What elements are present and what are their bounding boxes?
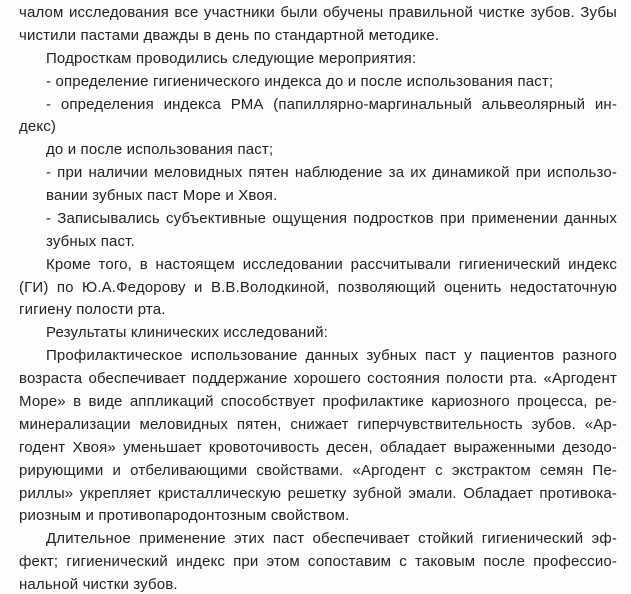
text-line: чистили пастами дважды в день по стандартной методике. bbox=[19, 26, 440, 44]
text-line: зубных паст. bbox=[46, 232, 135, 250]
section-heading: Результаты клинических исследований: bbox=[46, 324, 328, 342]
text-line: декс) bbox=[19, 118, 57, 136]
text-line: Профилактическое использование данных зубных паст у пациентов разного bbox=[46, 347, 617, 365]
text-line: - определение гигиенического индекса до и после использования паст; bbox=[46, 72, 554, 90]
text-line: Длительное применение этих паст обеспечивает стойкий гигиенический эф- bbox=[46, 530, 617, 548]
text-line: вании зубных паст Море и Хвоя. bbox=[46, 187, 278, 204]
text-line: Море» в виде аппликаций способствует профилактике кариозного процесса, ре- bbox=[19, 393, 617, 410]
text-line: гигиену полости рта. bbox=[19, 301, 166, 319]
text-line: возраста обеспечивает поддержание хорошего состояния полости рта. «Аргодент bbox=[19, 370, 617, 388]
text-line: (ГИ) по Ю.А.Федорову и В.В.Володкиной, позволяющий оценить недостаточную bbox=[19, 278, 617, 296]
text-line: до и после использования паст; bbox=[46, 141, 274, 159]
text-line: Подросткам проводились следующие мероприятия: bbox=[46, 49, 417, 67]
text-line: фект; гигиенический индекс при этом сопоставим с таковым после профессио- bbox=[19, 553, 617, 571]
text-line: риозным и противопародонтозным свойством. bbox=[19, 507, 350, 525]
text-line: чалом исследования все участники были обучены правильной чистке зубов. Зубы bbox=[19, 4, 617, 21]
text-line: Кроме того, в настоящем исследовании рассчитывали гигиенический индекс bbox=[46, 255, 617, 273]
text-line: - Записывались субъективные ощущения подростков при применении данных bbox=[46, 209, 617, 227]
text-line: - определения индекса РМА (папиллярно-маргинальный альвеолярный ин- bbox=[46, 95, 617, 113]
text-line: - при наличии меловидных пятен наблюдение за их динамикой при использо- bbox=[46, 164, 617, 182]
text-line: годент Хвоя» уменьшает кровоточивость десен, обладает выраженными дезодо- bbox=[19, 438, 617, 456]
text-line: минерализации меловидных пятен, снижает гиперчувствительность зубов. «Ар- bbox=[19, 415, 617, 433]
text-line: нальной чистки зубов. bbox=[19, 576, 178, 593]
text-line: риллы» укрепляет кристаллическую решетку зубной эмали. Обладает противока- bbox=[19, 484, 617, 502]
text-line: рирующими и отбеливающими свойствами. «Аргодент с экстрактом семян Пе- bbox=[19, 461, 617, 479]
